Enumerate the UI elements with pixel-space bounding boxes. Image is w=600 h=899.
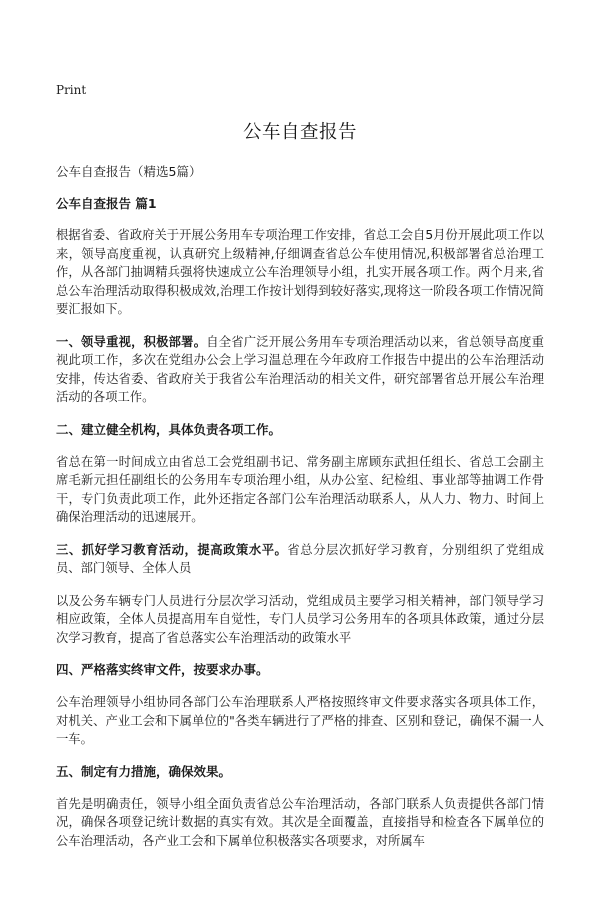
paragraph-1-heading: 一、领导重视，积极部署。	[56, 334, 207, 349]
paragraph-2: 省总在第一时间成立由省总工会党组副书记、常务副主席顾东武担任组长、省总工会副主席毛新元担任副组长的公务用车专项治理小组，从办公室、纪检组、事业部等抽调工作骨干，专门负责此项工作，此外还指定各部门公车治理活动联系人，从人力、物力、时间上确保治理活动的迅速展开。	[56, 454, 544, 524]
heading-2: 二、建立健全机构，具体负责各项工作。	[56, 421, 282, 437]
print-link[interactable]: Print	[56, 83, 87, 97]
page-title: 公车自查报告	[242, 122, 357, 143]
paragraph-3	[56, 541, 544, 578]
paragraph-1-body: 自全省广泛开展公务用车专项治理活动以来，省总领导高度重视此项工作，多次在党组办公会上学习温总理在今年政府工作报告中提出的公车治理活动安排，传达省委、省政府关于我省公车治理活动的相关文件，研究部署省总开展公车治理活动的各项工作。	[56, 334, 544, 404]
paragraph-3-body: 省总分层次抓好学习教育，分别组织了党组成员、部门领导、全体人员	[56, 542, 544, 575]
paragraph-6: 首先是明确责任，领导小组全面负责省总公车治理活动，各部门联系人负责提供各部门情况，确保各项登记统计数据的真实有效。其次是全面覆盖，直接指导和检查各下属单位的公车治理活动，各产业工会和下属单位积极落实各项要求，对所属车	[56, 796, 544, 848]
paragraph-5: 公车治理领导小组协同各部门公车治理联系人严格按照终审文件要求落实各项具体工作，对机关、产业工会和下属单位的"各类车辆进行了严格的排查、区别和登记，确保不漏一人一车。	[56, 695, 544, 746]
heading-4: 四、严格落实终审文件，按要求办事。	[56, 662, 269, 677]
section-title: 公车自查报告 篇1	[56, 196, 157, 211]
paragraph-4: 以及公务车辆专门人员进行分层次学习活动，党组成员主要学习相关精神，部门领导学习相应政策，全体人员提高用车自觉性，专门人员学习公务用车的各项具体政策，通过分层次学习教育，提高了省总落实公车治理活动的政策水平	[56, 593, 544, 645]
paragraph-3-heading: 三、抓好学习教育活动，提高政策水平。	[56, 542, 288, 557]
intro-paragraph: 根据省委、省政府关于开展公务用车专项治理工作安排，省总工会自5月份开展此项工作以来，领导高度重视，认真研究上级精神,仔细调查省总公车使用情况,积极部署省总治理工作，从各部门抽调精兵强将快速成立公车治理领导小组，扎实开展各项工作。两个月来,省总公车治理活动取得积极成效,治理工作按计划得到较好落实,现将这一阶段各项工作情况简要汇报如下。	[56, 228, 544, 316]
document-subtitle: 公车自查报告（精选5篇）	[56, 164, 202, 179]
paragraph-1	[56, 333, 544, 407]
heading-5: 五、制定有力措施，确保效果。	[56, 763, 232, 779]
